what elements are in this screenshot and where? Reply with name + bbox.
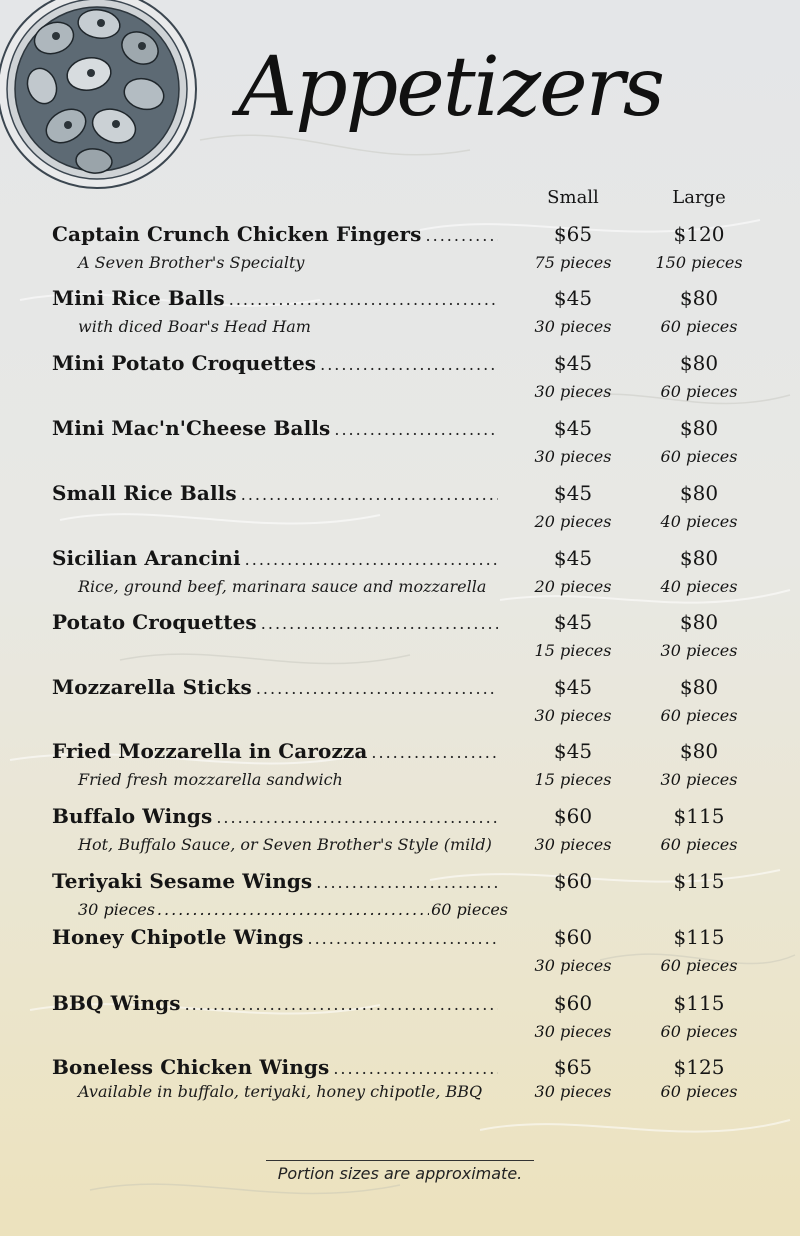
large-pieces: 60 pieces (660, 956, 738, 975)
large-pieces: 30 pieces (660, 770, 738, 789)
small-price: $45 (553, 286, 593, 310)
dot-leader (316, 873, 498, 892)
item-description: Hot, Buffalo Sauce, or Seven Brother's Style (mild) (78, 835, 492, 854)
small-pieces: 30 pieces (534, 317, 612, 336)
page-title: Appetizers (238, 40, 663, 135)
olive-bowl-illustration (0, 0, 200, 192)
item-name: Mozzarella Sticks (52, 675, 252, 699)
menu-item (0, 804, 800, 864)
dot-leader (185, 995, 498, 1014)
item-description: A Seven Brother's Specialty (78, 253, 305, 272)
item-name: Potato Croquettes (52, 610, 257, 634)
small-pieces: 75 pieces (534, 253, 612, 272)
small-price: $65 (553, 222, 593, 246)
large-pieces: 60 pieces (660, 706, 738, 725)
small-pieces: 30 pieces (534, 447, 612, 466)
item-name: Captain Crunch Chicken Fingers (52, 222, 422, 246)
large-price: $115 (673, 991, 725, 1015)
large-price: $120 (673, 222, 725, 246)
large-price: $115 (673, 804, 725, 828)
small-pieces: 20 pieces (534, 512, 612, 531)
lead-right-pieces: 60 pieces (431, 900, 508, 919)
dot-leader (245, 550, 498, 569)
large-pieces: 60 pieces (660, 382, 738, 401)
large-price: $80 (679, 675, 719, 699)
menu-item (0, 675, 800, 735)
small-price: $45 (553, 351, 593, 375)
large-pieces: 60 pieces (660, 1022, 738, 1041)
small-pieces: 30 pieces (534, 706, 612, 725)
menu-item (0, 222, 800, 282)
item-name: Mini Rice Balls (52, 286, 225, 310)
dot-leader (229, 290, 498, 309)
item-description: Rice, ground beef, marinara sauce and mozzarella (78, 577, 487, 596)
dot-leader (371, 743, 498, 762)
small-price: $45 (553, 610, 593, 634)
small-pieces: 30 pieces (534, 382, 612, 401)
large-price: $125 (673, 1055, 725, 1079)
dot-leader (426, 226, 498, 245)
dot-leader (216, 808, 498, 827)
menu-item (0, 925, 800, 985)
menu-item (0, 991, 800, 1051)
large-price: $80 (679, 351, 719, 375)
menu-item (0, 481, 800, 541)
menu-item (0, 610, 800, 670)
menu-item (0, 351, 800, 411)
item-description: Fried fresh mozzarella sandwich (78, 770, 343, 789)
large-price: $80 (679, 416, 719, 440)
item-name: Fried Mozzarella in Carozza (52, 739, 368, 763)
small-price: $65 (553, 1055, 593, 1079)
small-pieces: 15 pieces (534, 770, 612, 789)
item-name: Honey Chipotle Wings (52, 925, 304, 949)
small-price: $60 (553, 869, 593, 893)
large-price: $115 (673, 869, 725, 893)
large-pieces: 60 pieces (660, 317, 738, 336)
large-pieces: 40 pieces (660, 577, 738, 596)
menu-item (0, 416, 800, 476)
menu-item (0, 286, 800, 346)
dot-leader (256, 679, 498, 698)
large-pieces: 30 pieces (660, 641, 738, 660)
item-name: Sicilian Arancini (52, 546, 241, 570)
dot-leader (333, 1059, 498, 1078)
large-pieces: 60 pieces (660, 1082, 738, 1101)
dot-leader (334, 420, 498, 439)
large-pieces: 60 pieces (660, 447, 738, 466)
large-price: $115 (673, 925, 725, 949)
small-pieces: 30 pieces (534, 835, 612, 854)
dot-leader (320, 355, 498, 374)
portion-note: Portion sizes are approximate. (277, 1164, 523, 1183)
item-name: Small Rice Balls (52, 481, 237, 505)
small-price: $45 (553, 739, 593, 763)
small-pieces: 20 pieces (534, 577, 612, 596)
small-price: $60 (553, 804, 593, 828)
column-header-small: Small (547, 187, 599, 208)
dot-leader (241, 485, 498, 504)
dot-leader (157, 900, 429, 919)
large-pieces: 150 pieces (655, 253, 743, 272)
large-pieces: 60 pieces (660, 835, 738, 854)
menu-item (0, 739, 800, 799)
large-price: $80 (679, 286, 719, 310)
dot-leader (307, 929, 498, 948)
small-price: $45 (553, 416, 593, 440)
small-price: $60 (553, 991, 593, 1015)
menu-item (0, 1055, 800, 1115)
pieces-leader-row (78, 900, 508, 924)
large-price: $80 (679, 481, 719, 505)
item-name: Boneless Chicken Wings (52, 1055, 330, 1079)
item-name: Teriyaki Sesame Wings (52, 869, 313, 893)
item-name: Mini Mac'n'Cheese Balls (52, 416, 331, 440)
large-price: $80 (679, 739, 719, 763)
small-pieces: 30 pieces (534, 1082, 612, 1101)
small-price: $45 (553, 675, 593, 699)
item-description: with diced Boar's Head Ham (78, 317, 311, 336)
dot-leader (261, 614, 498, 633)
footer-divider (266, 1160, 534, 1161)
small-price: $45 (553, 481, 593, 505)
small-pieces: 30 pieces (534, 1022, 612, 1041)
large-pieces: 40 pieces (660, 512, 738, 531)
column-header-large: Large (672, 187, 726, 208)
lead-left-pieces: 30 pieces (78, 900, 155, 919)
item-name: Mini Potato Croquettes (52, 351, 317, 375)
large-price: $80 (679, 610, 719, 634)
small-pieces: 30 pieces (534, 956, 612, 975)
menu-item (0, 869, 800, 929)
item-name: BBQ Wings (52, 991, 181, 1015)
small-pieces: 15 pieces (534, 641, 612, 660)
small-price: $60 (553, 925, 593, 949)
menu-item (0, 546, 800, 606)
small-price: $45 (553, 546, 593, 570)
item-name: Buffalo Wings (52, 804, 213, 828)
item-description: Available in buffalo, teriyaki, honey chipotle, BBQ (78, 1082, 483, 1101)
large-price: $80 (679, 546, 719, 570)
